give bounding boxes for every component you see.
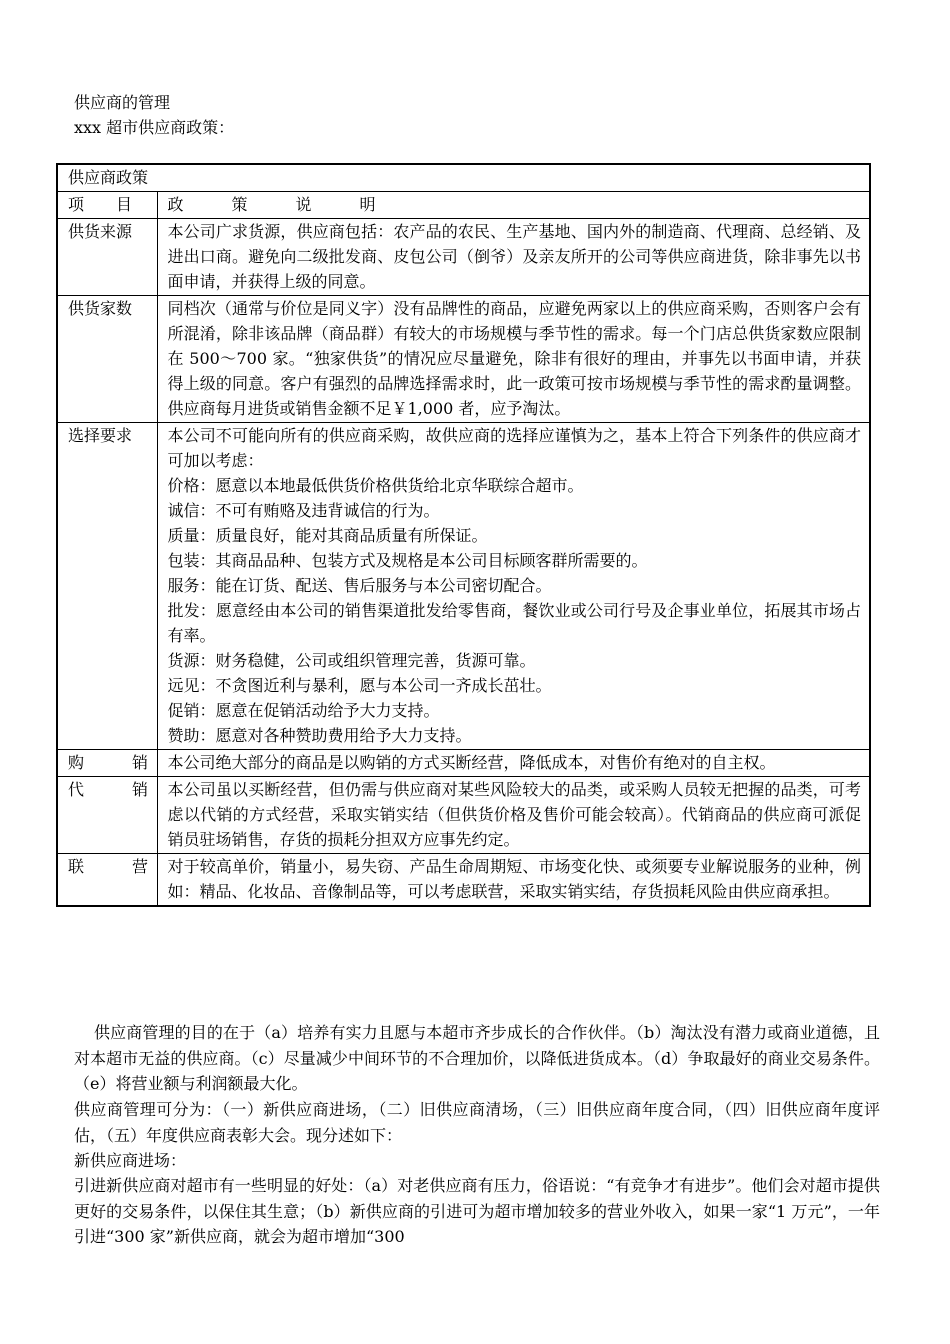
table-caption-row: [57, 164, 870, 192]
requirement-promotion: 促销：愿意在促销活动给予大力支持。: [167, 701, 440, 720]
requirement-wholesale: 批发：愿意经由本公司的销售渠道批发给零售商，餐饮业或公司行号及企事业单位，拓展其市场占有率。: [167, 601, 861, 645]
table-row: [57, 296, 870, 423]
column-header-description: 政 策 说 明: [157, 192, 870, 219]
requirement-intro: 本公司不可能向所有的供应商采购，故供应商的选择应谨慎为之，基本上符合下列条件的供应商才可加以考虑：: [167, 426, 861, 470]
row-desc-purchase-sale: 本公司绝大部分的商品是以购销的方式买断经营，降低成本，对售价有绝对的自主权。: [157, 750, 870, 777]
row-item-consignment: 代 销: [57, 777, 157, 854]
table-row: [57, 423, 870, 750]
supplier-policy-table: [56, 163, 871, 907]
requirement-price: 价格：愿意以本地最低供货价格供货给北京华联综合超市。: [167, 476, 584, 495]
row-item-supply-source: 供货来源: [57, 219, 157, 296]
requirement-sponsorship: 赞助：愿意对各种赞助费用给予大力支持。: [167, 726, 472, 745]
table-row: [57, 777, 870, 854]
table-row: [57, 219, 870, 296]
row-desc-consignment: 本公司虽以买断经营，但仍需与供应商对某些风险较大的品类，或采购人员较无把握的品类，可考虑以代销的方式经营，采取实销实结（但供货价格及售价可能会较高）。代销商品的供应商可派促销员驻场销售，存货的损耗分担双方应事先约定。: [157, 777, 870, 854]
row-desc-supplier-count: 同档次（通常与价位是同义字）没有品牌性的商品，应避免两家以上的供应商采购，否则客户会有所混淆，除非该品牌（商品群）有较大的市场规模与季节性的需求。每一个门店总供货家数应限制在 500～700 家。“独家供货”的情况应尽量避免，除非有很好的理由，并事先以书面申请，并获得上级的同意。客户有强烈的品牌选择需求时，此一政策可按市场规模与季节性的需求酌量调整。供应商每月进货或销售金额不足￥1,000 者，应予淘汰。: [157, 296, 870, 423]
column-header-item: 项 目: [57, 192, 157, 219]
row-item-supplier-count: 供货家数: [57, 296, 157, 423]
table-header-row: [57, 192, 870, 219]
requirement-service: 服务：能在订货、配送、售后服务与本公司密切配合。: [167, 576, 552, 595]
row-item-joint-operation: 联 营: [57, 854, 157, 907]
requirement-integrity: 诚信：不可有贿赂及违背诚信的行为。: [167, 501, 440, 520]
paragraph-management-categories: 供应商管理可分为：（一）新供应商进场，（二）旧供应商清场，（三）旧供应商年度合同，（四）旧供应商年度评估，（五）年度供应商表彰大会。现分述如下：: [74, 1100, 880, 1145]
requirement-supply: 货源：财务稳健，公司或组织管理完善，货源可靠。: [167, 651, 536, 670]
row-desc-supply-source: 本公司广求货源，供应商包括：农产品的农民、生产基地、国内外的制造商、代理商、总经销、及进出口商。避免向二级批发商、皮包公司（倒爷）及亲友所开的公司等供应商进货，除非事先以书面申请，并获得上级的同意。: [157, 219, 870, 296]
document-subtitle: xxx 超市供应商政策：: [74, 118, 235, 137]
paragraph-new-supplier-benefits: 引进新供应商对超市有一些明显的好处：（a）对老供应商有压力，俗语说：“有竞争才有进步”。他们会对超市提供更好的交易条件，以保住其生意；（b）新供应商的引进可为超市增加较多的营业外收入，如果一家“1 万元”，一年引进“300 家”新供应商，就会为超市增加“300: [74, 1176, 880, 1246]
table-caption: 供应商政策: [57, 164, 870, 192]
row-item-purchase-sale: 购 销: [57, 750, 157, 777]
section-heading-new-supplier: 新供应商进场：: [74, 1151, 187, 1170]
requirement-quality: 质量：质量良好，能对其商品质量有所保证。: [167, 526, 488, 545]
table-row: [57, 750, 870, 777]
table-row: [57, 854, 870, 907]
requirement-packaging: 包装：其商品品种、包装方式及规格是本公司目标顾客群所需要的。: [167, 551, 648, 570]
paragraph-management-purpose: 供应商管理的目的在于（a）培养有实力且愿与本超市齐步成长的合作伙伴。（b）淘汰没有潜力或商业道德，且对本超市无益的供应商。（c）尽量减少中间环节的不合理加价，以降低进货成本。（d）争取最好的商业交易条件。（e）将营业额与利润额最大化。: [74, 1023, 880, 1093]
row-item-selection-requirements: 选择要求: [57, 423, 157, 750]
document-title: 供应商的管理: [74, 93, 171, 112]
row-desc-joint-operation: 对于较高单价，销量小，易失窃、产品生命周期短、市场变化快、或须要专业解说服务的业种，例如：精品、化妆品、音像制品等，可以考虑联营，采取实销实结，存货损耗风险由供应商承担。: [157, 854, 870, 907]
requirement-vision: 远见：不贪图近利与暴利，愿与本公司一齐成长茁壮。: [167, 676, 552, 695]
row-desc-selection-requirements: [157, 423, 870, 750]
